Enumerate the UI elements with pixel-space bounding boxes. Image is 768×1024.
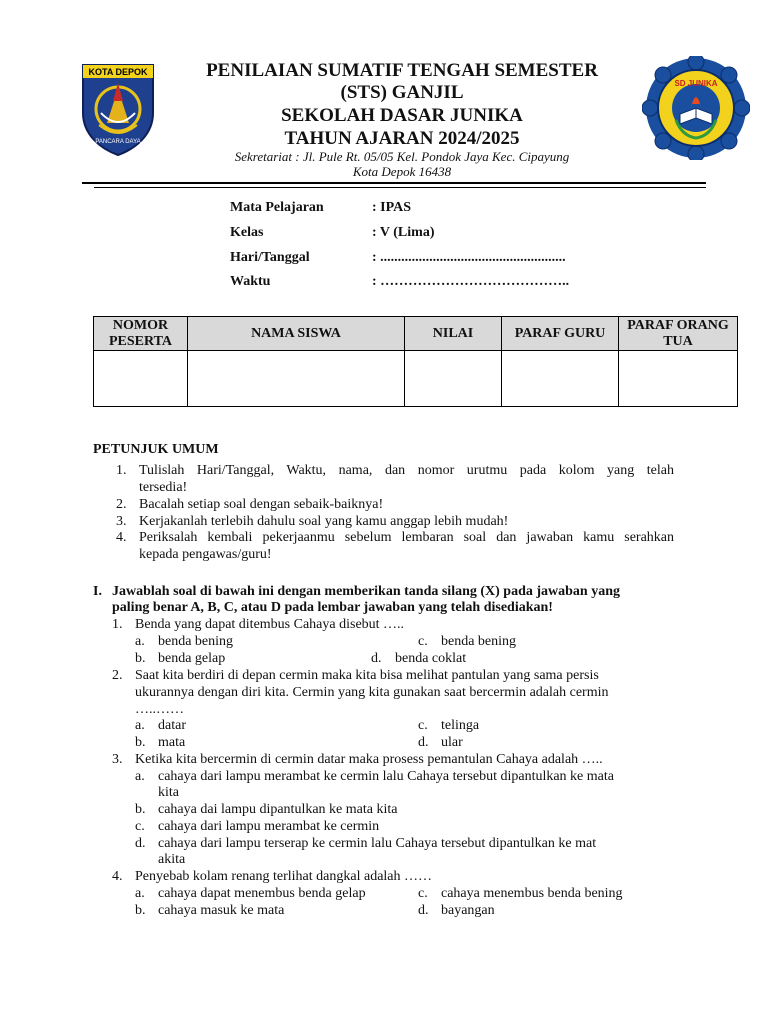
question-text: Penyebab kolam renang terlihat dangkal adalah …… [135,869,433,884]
col-header-teacher-signature: PARAF GURU [502,317,619,351]
option-letter: a. [135,769,145,784]
time-label: Waktu [230,274,271,289]
sd-junika-logo [642,56,750,160]
answer-option[interactable]: cahaya masuk ke mata [158,903,285,918]
col-header-parent-signature: PARAF ORANG TUA [619,317,738,351]
option-letter: d. [418,735,429,750]
school-address: Sekretariat : Jl. Pule Rt. 05/05 Kel. Pondok Jaya Kec. Cipayung [234,149,570,164]
question-number: 3. [112,752,123,767]
answer-option[interactable]: telinga [441,718,480,733]
option-letter: d. [371,651,382,666]
answer-option[interactable]: benda coklat [395,651,467,666]
question-text: Saat kita berdiri di depan cermin maka kita bisa melihat pantulan yang sama persis [135,668,599,683]
class-value: : V (Lima) [372,225,435,240]
instruction-text: Periksalah kembali pekerjaanmu sebelum lembaran soal dan jawaban kamu serahkan [139,530,674,545]
instruction-number: 3. [116,514,127,529]
answer-option[interactable]: benda bening [441,634,517,649]
question-number: 4. [112,869,123,884]
answer-option[interactable]: benda gelap [158,651,226,666]
option-letter: c. [418,634,428,649]
subject-label: Mata Pelajaran [230,200,324,215]
answer-option[interactable]: bayangan [441,903,495,918]
answer-option[interactable]: cahaya dari lampu merambat ke cermin [158,819,380,834]
col-header-score: NILAI [405,317,502,351]
subject-value: : IPAS [372,200,412,215]
svg-text:SD JUNIKA: SD JUNIKA [674,79,718,88]
date-field[interactable]: : ..................................................... [372,250,566,265]
option-letter: d. [418,903,429,918]
answer-option-continued[interactable]: akita [158,852,186,867]
option-letter: d. [135,836,146,851]
instruction-number: 2. [116,497,127,512]
answer-option[interactable]: benda bening [158,634,234,649]
participant-number-cell[interactable] [94,351,188,407]
option-letter: c. [418,886,428,901]
header-divider [82,182,706,184]
answer-option[interactable]: cahaya dari lampu terserap ke cermin lalu Cahaya tersebut dipantulkan ke mat [158,836,597,851]
option-letter: b. [135,903,146,918]
question-text: Ketika kita bercermin di cermin datar maka prosess pemantulan Cahaya adalah ….. [135,752,603,767]
col-header-student-name: NAMA SISWA [188,317,405,351]
answer-option[interactable]: cahaya menembus benda bening [441,886,623,901]
answer-option[interactable]: cahaya dai lampu dipantulkan ke mata kita [158,802,398,817]
table-header-row [94,317,738,351]
student-name-cell[interactable] [188,351,405,407]
answer-option[interactable]: cahaya dapat menembus benda gelap [158,886,366,901]
section-instruction: Jawablah soal di bawah ini dengan memberikan tanda silang (X) pada jawaban yang [112,584,621,599]
svg-text:PANCARA DAYA: PANCARA DAYA [95,139,141,145]
section-numeral: I. [93,584,102,599]
svg-text:KOTA DEPOK: KOTA DEPOK [88,67,148,77]
time-field[interactable]: : ………………………………….. [372,274,570,289]
option-letter: a. [135,718,145,733]
answer-option[interactable]: datar [158,718,186,733]
instruction-text: Tulislah Hari/Tanggal, Waktu, nama, dan nomor urutmu pada kolom yang telah [139,463,674,478]
kota-depok-logo [79,61,157,157]
question-text: ukurannya dengan diri kita. Cermin yang kita gunakan saat bercermin adalah cermin [135,685,609,700]
instruction-number: 1. [116,463,127,478]
header-divider-thin [94,187,706,188]
instruction-text: Kerjakanlah terlebih dahulu soal yang kamu anggap lebih mudah! [139,514,509,529]
answer-option[interactable]: ular [441,735,463,750]
general-instructions-heading: PETUNJUK UMUM [93,442,219,457]
answer-option[interactable]: mata [158,735,186,750]
student-table [93,316,738,407]
option-letter: b. [135,735,146,750]
instruction-text: kepada pengawas/guru! [139,547,272,562]
option-letter: b. [135,651,146,666]
option-letter: b. [135,802,146,817]
class-label: Kelas [230,225,264,240]
col-header-participant-number: NOMOR PESERTA [94,317,188,351]
question-text: …..…… [135,702,184,717]
school-city: Kota Depok 16438 [352,164,452,179]
option-letter: a. [135,886,145,901]
option-letter: c. [418,718,428,733]
exam-subtitle: (STS) GANJIL [340,82,464,103]
school-name: SEKOLAH DASAR JUNIKA [281,105,523,126]
answer-option-continued[interactable]: kita [158,785,179,800]
instruction-number: 4. [116,530,127,545]
question-text: Benda yang dapat ditembus Cahaya disebut ….. [135,617,405,632]
parent-signature-cell[interactable] [619,351,738,407]
answer-option[interactable]: cahaya dari lampu merambat ke cermin lalu Cahaya tersebut dipantulkan ke mata [158,769,614,784]
option-letter: a. [135,634,145,649]
exam-title: PENILAIAN SUMATIF TENGAH SEMESTER [206,60,598,81]
option-letter: c. [135,819,145,834]
teacher-signature-cell[interactable] [502,351,619,407]
section-instruction: paling benar A, B, C, atau D pada lembar jawaban yang telah disediakan! [112,600,553,615]
instruction-text: tersedia! [139,480,188,495]
date-label: Hari/Tanggal [230,250,310,265]
question-number: 1. [112,617,123,632]
instruction-text: Bacalah setiap soal dengan sebaik-baiknya! [139,497,384,512]
question-number: 2. [112,668,123,683]
academic-year: TAHUN AJARAN 2024/2025 [284,128,520,149]
table-row [94,351,738,407]
score-cell[interactable] [405,351,502,407]
